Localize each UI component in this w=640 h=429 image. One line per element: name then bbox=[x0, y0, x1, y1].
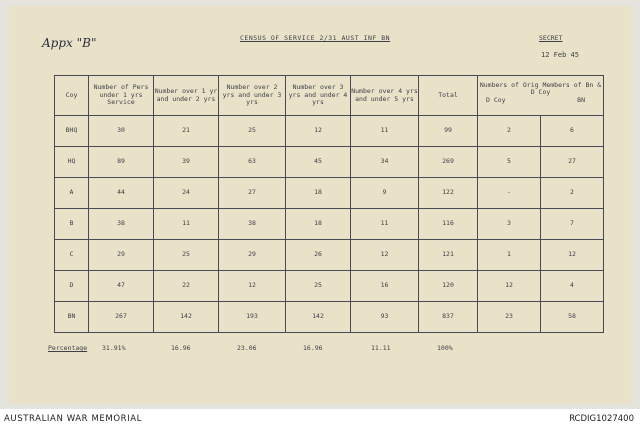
table-row bbox=[55, 271, 604, 302]
cell-d-coy: 1 bbox=[478, 240, 541, 271]
header-4-to-5-yrs: Number over 4 yrs and under 5 yrs bbox=[351, 76, 419, 116]
cell-2-to-3-yrs: 38 bbox=[219, 209, 286, 240]
footer-id: RCDIG1027400 bbox=[569, 414, 634, 424]
cell-d-coy: 23 bbox=[478, 302, 541, 333]
table-row bbox=[55, 116, 604, 147]
header-1-to-2-yrs: Number over 1 yr and under 2 yrs bbox=[154, 76, 219, 116]
table-row bbox=[55, 147, 604, 178]
cell-total: 116 bbox=[419, 209, 478, 240]
cell-under-1-yr: 30 bbox=[89, 116, 154, 147]
table-row bbox=[55, 240, 604, 271]
cell-2-to-3-yrs: 27 bbox=[219, 178, 286, 209]
cell-3-to-4-yrs: 26 bbox=[286, 240, 351, 271]
census-table bbox=[54, 75, 604, 333]
header-3-to-4-yrs: Number over 3 yrs and under 4 yrs bbox=[286, 76, 351, 116]
cell-bn: 27 bbox=[541, 147, 604, 178]
cell-1-to-2-yrs: 142 bbox=[154, 302, 219, 333]
cell-3-to-4-yrs: 12 bbox=[286, 116, 351, 147]
table-row bbox=[55, 209, 604, 240]
cell-4-to-5-yrs: 11 bbox=[351, 209, 419, 240]
header-row bbox=[55, 76, 604, 116]
cell-total: 837 bbox=[419, 302, 478, 333]
cell-bn: 2 bbox=[541, 178, 604, 209]
cell-4-to-5-yrs: 12 bbox=[351, 240, 419, 271]
cell-coy: D bbox=[55, 271, 89, 302]
cell-2-to-3-yrs: 25 bbox=[219, 116, 286, 147]
header-2-to-3-yrs: Number over 2 yrs and under 3 yrs bbox=[219, 76, 286, 116]
cell-total: 269 bbox=[419, 147, 478, 178]
cell-coy: A bbox=[55, 178, 89, 209]
header-total: Total bbox=[419, 76, 478, 116]
table-body bbox=[55, 116, 604, 333]
table-row bbox=[55, 178, 604, 209]
cell-bn: 6 bbox=[541, 116, 604, 147]
cell-2-to-3-yrs: 12 bbox=[219, 271, 286, 302]
cell-1-to-2-yrs: 25 bbox=[154, 240, 219, 271]
header-d-coy: D Coy bbox=[486, 95, 506, 104]
cell-d-coy: 5 bbox=[478, 147, 541, 178]
cell-coy: C bbox=[55, 240, 89, 271]
table-row bbox=[55, 302, 604, 333]
cell-3-to-4-yrs: 45 bbox=[286, 147, 351, 178]
cell-under-1-yr: 89 bbox=[89, 147, 154, 178]
cell-total: 122 bbox=[419, 178, 478, 209]
percentage-value: 31.91% bbox=[102, 344, 126, 352]
cell-under-1-yr: 47 bbox=[89, 271, 154, 302]
cell-3-to-4-yrs: 18 bbox=[286, 178, 351, 209]
cell-1-to-2-yrs: 24 bbox=[154, 178, 219, 209]
percentage-value: 100% bbox=[437, 344, 453, 352]
header-original-members-label: Numbers of Orig Members of Bn & D Coy bbox=[479, 81, 602, 97]
cell-total: 120 bbox=[419, 271, 478, 302]
cell-under-1-yr: 44 bbox=[89, 178, 154, 209]
cell-2-to-3-yrs: 193 bbox=[219, 302, 286, 333]
cell-1-to-2-yrs: 39 bbox=[154, 147, 219, 178]
cell-coy: HQ bbox=[55, 147, 89, 178]
cell-bn: 58 bbox=[541, 302, 604, 333]
cell-3-to-4-yrs: 142 bbox=[286, 302, 351, 333]
cell-1-to-2-yrs: 21 bbox=[154, 116, 219, 147]
cell-under-1-yr: 29 bbox=[89, 240, 154, 271]
handwritten-note: Appx "B" bbox=[42, 36, 97, 50]
cell-4-to-5-yrs: 11 bbox=[351, 116, 419, 147]
cell-d-coy: 2 bbox=[478, 116, 541, 147]
cell-1-to-2-yrs: 11 bbox=[154, 209, 219, 240]
cell-d-coy: 12 bbox=[478, 271, 541, 302]
document-date: 12 Feb 45 bbox=[541, 51, 579, 59]
cell-2-to-3-yrs: 63 bbox=[219, 147, 286, 178]
cell-4-to-5-yrs: 93 bbox=[351, 302, 419, 333]
classification-label: SECRET bbox=[539, 34, 563, 42]
cell-4-to-5-yrs: 34 bbox=[351, 147, 419, 178]
header-bn: BN bbox=[577, 95, 585, 104]
header-original-members bbox=[478, 76, 604, 116]
cell-bn: 12 bbox=[541, 240, 604, 271]
header-coy: Coy bbox=[55, 76, 89, 116]
cell-1-to-2-yrs: 22 bbox=[154, 271, 219, 302]
cell-under-1-yr: 267 bbox=[89, 302, 154, 333]
archive-footer bbox=[0, 409, 640, 429]
cell-4-to-5-yrs: 16 bbox=[351, 271, 419, 302]
cell-total: 99 bbox=[419, 116, 478, 147]
percentage-value: 23.06 bbox=[237, 344, 257, 352]
cell-coy: BN bbox=[55, 302, 89, 333]
cell-coy: B bbox=[55, 209, 89, 240]
cell-d-coy: 3 bbox=[478, 209, 541, 240]
header-under-1-yr: Number of Pers under 1 yrs Service bbox=[89, 76, 154, 116]
percentage-row bbox=[46, 340, 606, 360]
percentage-value: 16.96 bbox=[303, 344, 323, 352]
cell-d-coy: - bbox=[478, 178, 541, 209]
footer-source: AUSTRALIAN WAR MEMORIAL bbox=[4, 414, 142, 424]
cell-bn: 4 bbox=[541, 271, 604, 302]
percentage-label: Percentage bbox=[48, 344, 88, 352]
cell-4-to-5-yrs: 9 bbox=[351, 178, 419, 209]
cell-2-to-3-yrs: 29 bbox=[219, 240, 286, 271]
cell-3-to-4-yrs: 18 bbox=[286, 209, 351, 240]
percentage-value: 11.11 bbox=[371, 344, 391, 352]
cell-total: 121 bbox=[419, 240, 478, 271]
percentage-value: 16.96 bbox=[171, 344, 191, 352]
cell-coy: BHQ bbox=[55, 116, 89, 147]
cell-3-to-4-yrs: 25 bbox=[286, 271, 351, 302]
document-title: CENSUS OF SERVICE 2/31 AUST INF BN bbox=[240, 34, 391, 42]
cell-under-1-yr: 38 bbox=[89, 209, 154, 240]
cell-bn: 7 bbox=[541, 209, 604, 240]
